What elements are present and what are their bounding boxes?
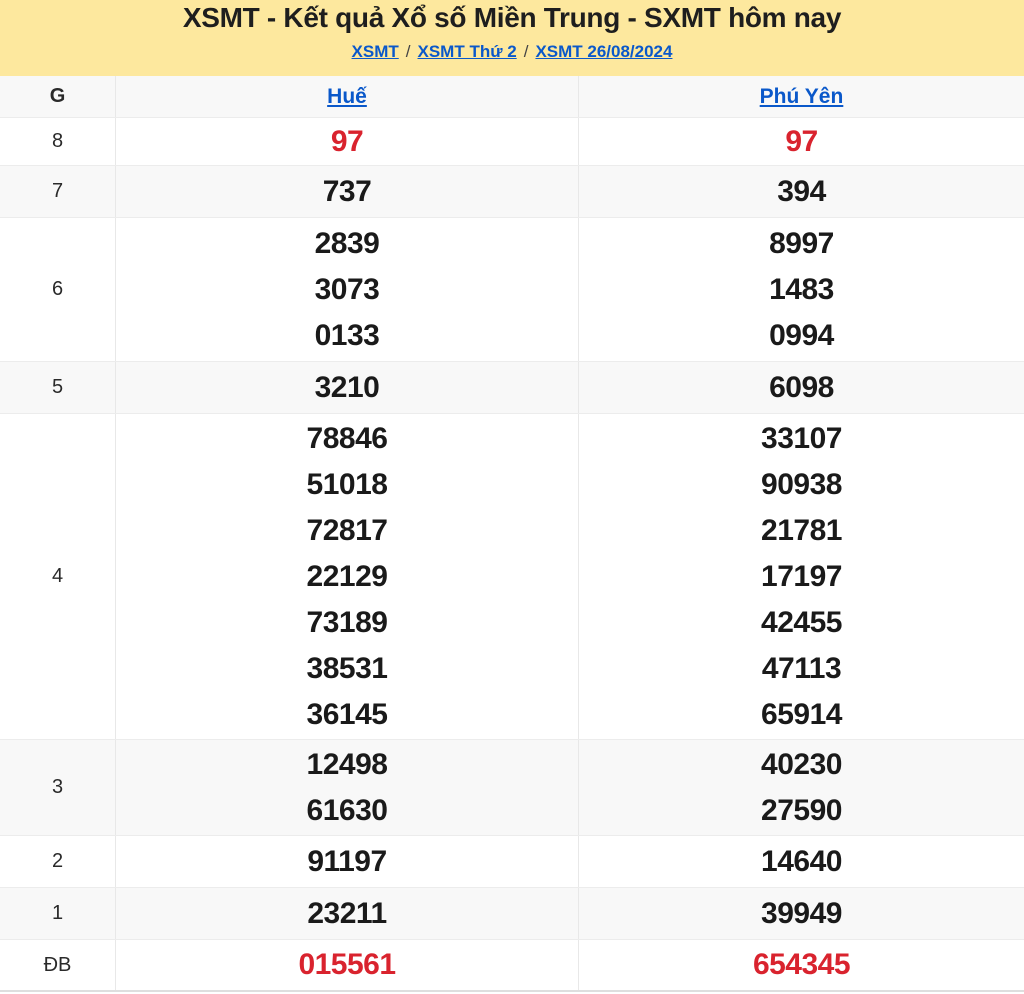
- prize-number: 22129: [306, 559, 388, 593]
- prize-label: 4: [0, 414, 116, 739]
- phuyen-results: [579, 740, 1024, 835]
- prize-number: 78846: [306, 421, 388, 455]
- prize-number: 97: [785, 124, 818, 158]
- prize-number: 14640: [761, 844, 842, 878]
- prize-label: 2: [0, 836, 116, 887]
- prize-number: 394: [777, 174, 826, 208]
- hue-results: [116, 166, 579, 217]
- prize-number: 73189: [306, 605, 388, 639]
- prize-number: 3210: [314, 370, 380, 404]
- hue-results: [116, 888, 579, 939]
- prize-number: 33107: [761, 421, 842, 455]
- prize-number: 47113: [761, 651, 842, 685]
- hue-results: [116, 940, 579, 990]
- phuyen-results: [579, 414, 1024, 739]
- table-row: [0, 218, 1024, 362]
- prize-label: 6: [0, 218, 116, 361]
- hue-results: [116, 740, 579, 835]
- breadcrumb-link-date[interactable]: XSMT 26/08/2024: [535, 42, 673, 61]
- breadcrumb-separator: /: [405, 42, 411, 61]
- phuyen-results: [579, 218, 1024, 361]
- prize-number: 015561: [298, 948, 396, 981]
- table-row-jackpot: [0, 940, 1024, 992]
- prize-number: 6098: [769, 370, 834, 404]
- prize-label: 3: [0, 740, 116, 835]
- table-row: [0, 166, 1024, 218]
- column-header-hue: [116, 76, 579, 117]
- prize-number: 61630: [306, 793, 388, 827]
- breadcrumb: [0, 41, 1024, 62]
- prize-number: 8997: [769, 226, 834, 260]
- prize-number: 3073: [314, 272, 380, 306]
- prize-number: 0133: [314, 318, 380, 352]
- table-header-row: [0, 76, 1024, 118]
- prize-number: 97: [330, 124, 364, 158]
- table-row: [0, 836, 1024, 888]
- table-row: [0, 362, 1024, 414]
- page-header: [0, 0, 1024, 76]
- prize-number: 23211: [307, 896, 387, 930]
- table-row: [0, 118, 1024, 166]
- prize-label: 8: [0, 118, 116, 165]
- prize-number: 39949: [761, 896, 842, 930]
- phuyen-results: [579, 166, 1024, 217]
- prize-number: 42455: [761, 605, 842, 639]
- phuyen-results: [579, 118, 1024, 165]
- phuyen-results: [579, 836, 1024, 887]
- prize-number: 737: [322, 174, 372, 208]
- lottery-results-table: [0, 76, 1024, 992]
- table-row: [0, 888, 1024, 940]
- hue-results: [116, 414, 579, 739]
- prize-number: 72817: [306, 513, 388, 547]
- prize-number: 21781: [761, 513, 842, 547]
- prize-number: 12498: [306, 747, 388, 781]
- hue-results: [116, 218, 579, 361]
- breadcrumb-link-xsmt[interactable]: XSMT: [351, 42, 399, 61]
- breadcrumb-separator: /: [523, 42, 529, 61]
- phuyen-results: [579, 940, 1024, 990]
- prize-label: 7: [0, 166, 116, 217]
- prize-number: 51018: [306, 467, 388, 501]
- prize-number: 654345: [752, 948, 851, 981]
- hue-results: [116, 118, 579, 165]
- table-row: [0, 740, 1024, 836]
- prize-number: 40230: [761, 747, 842, 781]
- prize-number: 1483: [769, 272, 834, 306]
- prize-number: 91197: [307, 844, 387, 878]
- hue-link[interactable]: Huế: [327, 84, 367, 108]
- prize-number: 0994: [769, 318, 834, 352]
- prize-column-header: G: [0, 76, 116, 117]
- prize-number: 17197: [761, 559, 842, 593]
- hue-results: [116, 836, 579, 887]
- phuyen-results: [579, 888, 1024, 939]
- prize-number: 38531: [306, 651, 388, 685]
- prize-number: 2839: [314, 226, 380, 260]
- phuyen-link[interactable]: Phú Yên: [759, 84, 844, 108]
- hue-results: [116, 362, 579, 413]
- prize-number: 90938: [761, 467, 842, 501]
- prize-number: 65914: [761, 697, 842, 731]
- prize-number: 36145: [306, 697, 388, 731]
- table-row: [0, 414, 1024, 740]
- prize-label: 1: [0, 888, 116, 939]
- column-header-phuyen: [579, 76, 1024, 117]
- page-title: XSMT - Kết quả Xổ số Miền Trung - SXMT hôm nay: [182, 2, 842, 33]
- phuyen-results: [579, 362, 1024, 413]
- breadcrumb-link-weekday[interactable]: XSMT Thứ 2: [417, 42, 517, 61]
- prize-label: ĐB: [0, 940, 116, 990]
- prize-label: 5: [0, 362, 116, 413]
- prize-number: 27590: [761, 793, 842, 827]
